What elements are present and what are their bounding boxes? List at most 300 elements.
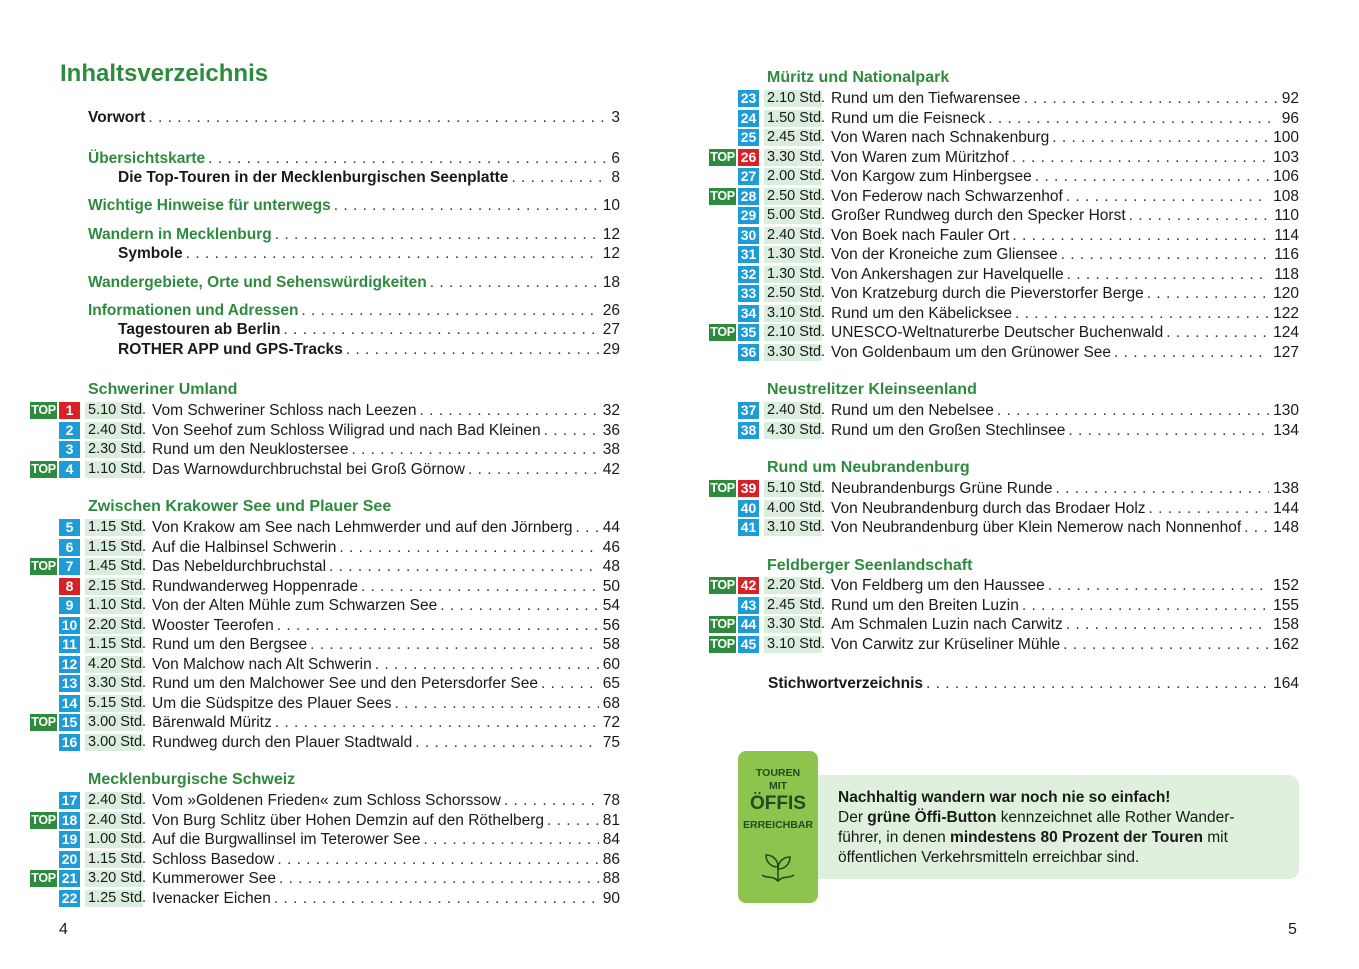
oeffi-line-1 [838, 808, 1293, 828]
tour-duration: 1.15 Std. [85, 851, 143, 868]
tour-row[interactable] [30, 791, 630, 810]
section-heading: Zwischen Krakower See und Plauer See [88, 498, 392, 515]
tour-duration: 3.10 Std. [764, 519, 822, 536]
oeffi-text: führer, in denen [838, 829, 951, 846]
tour-number-badge: 25 [738, 129, 759, 146]
tour-row[interactable] [709, 89, 1309, 108]
intro-row[interactable] [0, 149, 630, 168]
entry-title: Von Ankershagen zur Havelquelle [831, 265, 1064, 283]
tour-number-badge: 29 [738, 207, 759, 224]
entry-title: Rund um den Neuklostersee [152, 441, 349, 458]
dot-leader [361, 577, 599, 596]
toc-entry [118, 168, 620, 187]
tour-row[interactable] [30, 518, 630, 537]
entry-title: Übersichtskarte [88, 150, 206, 167]
entry-title: Symbole [118, 245, 183, 262]
dot-leader [1068, 421, 1269, 440]
tour-row[interactable] [30, 694, 630, 713]
tour-duration: 5.15 Std. [85, 695, 143, 712]
entry-title: Neubrandenburgs Grüne Runde [831, 480, 1053, 497]
entry-page-number: 110 [1274, 207, 1299, 224]
entry-title: Schloss Basedow [152, 850, 275, 868]
tour-duration: 3.30 Std. [85, 675, 143, 692]
tour-number-badge: 16 [59, 734, 80, 751]
entry-title: Von Goldenbaum um den Grünower See [831, 343, 1112, 361]
entry-page-number: 90 [602, 889, 620, 907]
tour-number-badge: 6 [59, 539, 80, 556]
tour-number-badge: 3 [59, 441, 80, 458]
entry-title: ROTHER APP und GPS-Tracks [118, 341, 343, 358]
toc-entry [768, 674, 1299, 693]
dot-leader [1147, 284, 1269, 303]
entry-page-number: 120 [1273, 285, 1299, 302]
toc-entry [831, 265, 1299, 284]
page-number-left: 4 [59, 921, 68, 938]
dot-leader [274, 889, 599, 908]
dot-leader [440, 596, 599, 615]
tour-duration: 3.30 Std. [764, 344, 822, 361]
toc-entry [152, 577, 620, 596]
entry-title: Das Nebeldurchbruchstal [152, 558, 327, 575]
entry-title: Informationen und Adressen [88, 302, 299, 319]
entry-title: Von Neubrandenburg durch das Brodaer Holz [831, 499, 1146, 517]
entry-page-number: 60 [602, 655, 620, 673]
entry-page-number: 50 [602, 577, 620, 595]
oeffi-badge-line1: TOUREN [755, 767, 801, 779]
entry-page-number: 44 [602, 519, 620, 536]
toc-entry [152, 596, 620, 615]
tour-row[interactable] [709, 576, 1309, 595]
top-tour-badge: TOP [710, 325, 735, 339]
top-tour-badge: TOP [710, 481, 735, 495]
toc-entry [152, 616, 620, 635]
entry-title: Tagestouren ab Berlin [118, 321, 281, 338]
toc-entry [152, 830, 620, 849]
tour-row[interactable] [30, 596, 630, 615]
entry-title: Ivenacker Eichen [152, 889, 271, 907]
dot-leader [1149, 499, 1270, 518]
entry-page-number: 75 [602, 733, 620, 751]
entry-title: Wandern in Mecklenburg [88, 226, 272, 243]
tour-duration: 1.30 Std. [764, 266, 822, 283]
entry-title: Rund um den Käbelicksee [831, 304, 1012, 322]
dot-leader [1244, 518, 1269, 537]
tour-row[interactable] [709, 304, 1309, 323]
tour-duration: 3.00 Std. [85, 714, 143, 731]
toc-entry [88, 273, 620, 292]
entry-page-number: 92 [1281, 90, 1299, 107]
dot-leader [547, 811, 599, 830]
tour-number-badge: 24 [738, 110, 759, 127]
intro-row[interactable] [0, 301, 630, 320]
dot-leader [575, 518, 598, 537]
dot-leader [468, 460, 599, 479]
dot-leader [1012, 226, 1270, 245]
tour-row[interactable] [30, 869, 630, 888]
tour-duration: 3.10 Std. [764, 305, 822, 322]
toc-entry [88, 149, 620, 168]
tour-duration: 2.20 Std. [85, 617, 143, 634]
dot-leader [1061, 245, 1271, 264]
intro-row[interactable] [0, 196, 630, 215]
top-tour-badge: TOP [710, 188, 735, 203]
toc-entry [88, 301, 620, 320]
tour-duration: 1.10 Std. [85, 461, 143, 478]
tour-row[interactable] [30, 655, 630, 674]
tour-duration: 1.10 Std. [85, 597, 143, 614]
entry-page-number: 6 [611, 150, 620, 167]
toc-entry [88, 225, 620, 244]
leaf-icon [758, 849, 798, 885]
dot-leader [275, 713, 599, 732]
entry-page-number: 164 [1273, 675, 1299, 692]
entry-title: Von Malchow nach Alt Schwerin [152, 655, 372, 673]
tour-number-badge: 30 [738, 227, 759, 244]
tour-row[interactable] [709, 343, 1309, 362]
dot-leader [284, 320, 599, 339]
dot-leader [277, 850, 598, 869]
top-tour-badge: TOP [31, 559, 56, 573]
tour-row[interactable] [30, 733, 630, 752]
toc-entry [831, 479, 1299, 498]
entry-title: Von Boek nach Fauler Ort [831, 226, 1010, 244]
top-tour-badge: TOP [31, 715, 56, 729]
tour-number-badge: 33 [738, 285, 759, 302]
entry-title: Von Seehof zum Schloss Wiligrad und nach Bad Kleinen [152, 421, 541, 439]
tour-number-badge: 40 [738, 500, 759, 517]
tour-number-badge: 14 [59, 695, 80, 712]
entry-page-number: 12 [602, 245, 620, 262]
entry-title: Das Warnowdurchbruchstal bei Groß Görnow [152, 460, 465, 478]
tour-number-badge: 19 [59, 831, 80, 848]
toc-entry [831, 323, 1299, 342]
dot-leader [301, 301, 598, 320]
tour-duration: 1.30 Std. [764, 246, 822, 263]
tour-duration: 4.20 Std. [85, 656, 143, 673]
entry-title: Kummerower See [152, 870, 277, 887]
dot-leader [275, 225, 599, 244]
entry-title: Am Schmalen Luzin nach Carwitz [831, 616, 1063, 633]
tour-duration: 2.20 Std. [764, 577, 822, 594]
tour-row[interactable] [709, 109, 1309, 128]
entry-page-number: 108 [1273, 187, 1299, 205]
toc-entry [152, 635, 620, 654]
tour-row[interactable] [709, 245, 1309, 264]
entry-page-number: 72 [602, 714, 620, 731]
tour-number-badge: 38 [738, 422, 759, 439]
tour-duration: 2.15 Std. [85, 578, 143, 595]
toc-entry [831, 167, 1299, 186]
entry-title: Wandergebiete, Orte und Sehenswürdigkeiten [88, 274, 427, 291]
dot-leader [424, 830, 599, 849]
entry-title: Von der Kroneiche zum Gliensee [831, 246, 1058, 263]
tour-row[interactable] [709, 284, 1309, 303]
tour-duration: 1.15 Std. [85, 539, 143, 556]
tour-row[interactable] [709, 128, 1309, 147]
entry-page-number: 122 [1273, 304, 1299, 322]
tour-row[interactable] [30, 811, 630, 830]
oeffi-line-2 [838, 828, 1293, 848]
toc-entry [831, 226, 1299, 245]
toc-entry [831, 343, 1299, 362]
toc-entry [152, 401, 620, 420]
toc-entry [831, 187, 1299, 206]
tour-duration: 1.50 Std. [764, 110, 822, 127]
intro-row[interactable] [0, 340, 630, 359]
entry-title: Rundweg durch den Plauer Stadtwald [152, 733, 413, 751]
intro-row[interactable] [0, 168, 630, 187]
entry-title: Von Waren nach Schnakenburg [831, 129, 1050, 146]
tour-number-badge: 15 [59, 714, 80, 731]
intro-row[interactable] [0, 108, 630, 127]
tour-duration: 3.30 Std. [764, 616, 822, 633]
tour-row[interactable] [709, 479, 1309, 498]
oeffi-info-box [818, 775, 1299, 879]
tour-row[interactable] [30, 460, 630, 479]
toc-entry [152, 713, 620, 732]
oeffi-text-bold: grüne Öffi-Button [867, 809, 997, 826]
dot-leader [1035, 167, 1269, 186]
dot-leader [988, 109, 1278, 128]
tour-row[interactable] [709, 518, 1309, 537]
tour-row[interactable] [30, 440, 630, 459]
tour-duration: 2.30 Std. [85, 441, 143, 458]
oeffi-text: kennzeichnet alle Rother Wander- [996, 809, 1235, 826]
entry-page-number: 58 [602, 636, 620, 653]
tour-row[interactable] [709, 167, 1309, 186]
toc-entry [831, 635, 1299, 654]
tour-row[interactable] [30, 616, 630, 635]
section-heading: Feldberger Seenlandschaft [767, 557, 973, 574]
entry-page-number: 138 [1273, 480, 1299, 497]
toc-entry [831, 576, 1299, 595]
entry-title: Von Feldberg um den Haussee [831, 577, 1045, 594]
entry-page-number: 78 [602, 792, 620, 809]
tour-row[interactable] [709, 148, 1309, 167]
entry-page-number: 18 [602, 274, 620, 291]
tour-number-badge: 43 [738, 597, 759, 614]
tour-duration: 1.15 Std. [85, 636, 143, 653]
top-tour-badge: TOP [31, 403, 56, 417]
tour-duration: 1.00 Std. [85, 831, 143, 848]
dot-leader [1114, 343, 1269, 362]
top-tour-badge: TOP [31, 871, 56, 885]
tour-row[interactable] [30, 538, 630, 557]
entry-title: Von Waren zum Müritzhof [831, 148, 1009, 166]
toc-entry [152, 518, 620, 537]
dot-leader [511, 168, 607, 187]
tour-number-badge: 18 [59, 812, 80, 829]
oeffi-badge-line3: ÖFFIS [750, 793, 806, 814]
tour-row[interactable] [30, 557, 630, 576]
tour-duration: 2.50 Std. [764, 285, 822, 302]
intro-row[interactable] [0, 320, 630, 339]
tour-row[interactable] [709, 596, 1309, 615]
dot-leader [1048, 576, 1269, 595]
toc-entry [831, 109, 1299, 128]
entry-page-number: 134 [1273, 421, 1299, 439]
tour-duration: 1.15 Std. [85, 519, 143, 536]
oeffi-badge [738, 751, 818, 903]
tour-row[interactable] [709, 187, 1309, 206]
entry-page-number: 103 [1273, 148, 1299, 166]
tour-number-badge: 37 [738, 402, 759, 419]
tour-row[interactable] [30, 850, 630, 869]
dot-leader [346, 340, 599, 359]
tour-number-badge: 42 [738, 577, 759, 594]
tour-row[interactable] [30, 577, 630, 596]
entry-title: Vom »Goldenen Frieden« zum Schloss Schorssow [152, 792, 501, 809]
dot-leader [1166, 323, 1269, 342]
tour-number-badge: 5 [59, 519, 80, 536]
section-heading: Mecklenburgische Schweiz [88, 771, 296, 788]
top-tour-badge: TOP [710, 578, 735, 592]
tour-row[interactable] [709, 401, 1309, 420]
entry-page-number: 144 [1273, 499, 1299, 517]
entry-page-number: 96 [1281, 109, 1299, 127]
tour-duration: 2.45 Std. [764, 129, 822, 146]
dot-leader [420, 401, 599, 420]
dot-leader [339, 538, 598, 557]
entry-page-number: 56 [602, 616, 620, 634]
entry-title: Wooster Teerofen [152, 616, 274, 634]
dot-leader [277, 616, 599, 635]
top-tour-badge: TOP [710, 636, 735, 651]
entry-page-number: 54 [602, 597, 620, 614]
intro-row[interactable] [0, 273, 630, 292]
entry-title: Um die Südspitze des Plauer Sees [152, 694, 392, 712]
tour-number-badge: 8 [59, 578, 80, 595]
entry-page-number: 114 [1274, 226, 1299, 244]
entry-page-number: 100 [1273, 129, 1299, 146]
top-tour-badge: TOP [710, 149, 735, 164]
entry-title: Vom Schweriner Schloss nach Leezen [152, 402, 417, 419]
entry-title: Von Burg Schlitz über Hohen Demzin auf den Röthelberg [152, 811, 545, 829]
tour-row[interactable] [709, 615, 1309, 634]
tour-row[interactable] [30, 713, 630, 732]
tour-row[interactable] [30, 635, 630, 654]
entry-title: UNESCO-Weltnaturerbe Deutscher Buchenwald [831, 324, 1164, 341]
tour-number-badge: 44 [738, 616, 759, 633]
toc-entry [831, 206, 1299, 225]
toc-entry [152, 811, 620, 830]
tour-row[interactable] [709, 226, 1309, 245]
dot-leader [208, 149, 607, 168]
tour-row[interactable] [30, 401, 630, 420]
tour-row[interactable] [30, 830, 630, 849]
entry-title: Von Kratzeburg durch die Pieverstorfer Berge [831, 285, 1144, 302]
tour-number-badge: 35 [738, 324, 759, 341]
tour-duration: 1.45 Std. [85, 558, 143, 575]
tour-row[interactable] [709, 421, 1309, 440]
top-tour-badge: TOP [31, 812, 56, 827]
tour-row[interactable] [709, 635, 1309, 654]
tour-number-badge: 31 [738, 246, 759, 263]
tour-row[interactable] [709, 265, 1309, 284]
tour-row[interactable] [709, 499, 1309, 518]
oeffi-line-3: öffentlichen Verkehrsmitteln erreichbar sind. [838, 849, 1140, 866]
dot-leader [997, 401, 1269, 420]
tour-row[interactable] [709, 323, 1309, 342]
tour-number-badge: 39 [738, 480, 759, 497]
dot-leader [1129, 206, 1271, 225]
tour-number-badge: 34 [738, 305, 759, 322]
toc-entry [831, 615, 1299, 634]
dot-leader [334, 196, 599, 215]
tour-duration: 5.10 Std. [764, 480, 822, 497]
dot-leader [1024, 89, 1278, 108]
entry-page-number: 148 [1273, 519, 1299, 536]
tour-duration: 3.10 Std. [764, 636, 822, 653]
entry-page-number: 38 [602, 441, 620, 458]
tour-duration: 2.40 Std. [85, 792, 143, 809]
index-row[interactable] [0, 674, 1305, 693]
entry-title: Von Federow nach Schwarzenhof [831, 187, 1063, 205]
tour-row[interactable] [30, 421, 630, 440]
tour-number-badge: 7 [59, 558, 80, 575]
toc-entry [831, 401, 1299, 420]
entry-title: Stichwortverzeichnis [768, 675, 924, 692]
toc-entry [88, 108, 620, 127]
tour-duration: 1.25 Std. [85, 890, 143, 907]
toc-entry [152, 850, 620, 869]
toc-entry [152, 889, 620, 908]
dot-leader [926, 674, 1269, 693]
oeffi-text: Der [838, 809, 868, 826]
tour-row[interactable] [709, 206, 1309, 225]
dot-leader [1022, 596, 1269, 615]
entry-title: Auf die Halbinsel Schwerin [152, 538, 337, 556]
toc-entry [152, 557, 620, 576]
page-number-right: 5 [1288, 921, 1297, 938]
dot-leader [1066, 615, 1269, 634]
dot-leader [186, 244, 599, 263]
section-heading: Rund um Neubrandenburg [767, 459, 970, 476]
entry-page-number: 10 [602, 197, 620, 214]
entry-page-number: 48 [602, 558, 620, 575]
tour-number-badge: 23 [738, 90, 759, 107]
tour-row[interactable] [30, 889, 630, 908]
entry-title: Von der Alten Mühle zum Schwarzen See [152, 597, 438, 614]
tour-number-badge: 13 [59, 675, 80, 692]
toc-entry [831, 304, 1299, 323]
entry-page-number: 106 [1273, 168, 1299, 185]
entry-title: Wichtige Hinweise für unterwegs [88, 197, 331, 214]
tour-duration: 2.10 Std. [764, 90, 822, 107]
dot-leader [415, 733, 599, 752]
tour-number-badge: 21 [59, 870, 80, 887]
dot-leader [1066, 187, 1269, 206]
toc-entry [152, 421, 620, 440]
intro-row[interactable] [0, 225, 630, 244]
dot-leader [430, 273, 599, 292]
tour-number-badge: 11 [59, 636, 80, 653]
tour-duration: 2.10 Std. [764, 324, 822, 341]
tour-duration: 2.40 Std. [85, 812, 143, 829]
toc-entry [152, 869, 620, 888]
section-heading: Müritz und Nationalpark [767, 69, 950, 86]
entry-page-number: 116 [1274, 246, 1299, 263]
tour-number-badge: 10 [59, 617, 80, 634]
intro-row[interactable] [0, 244, 630, 263]
toc-entry [831, 596, 1299, 615]
tour-duration: 2.40 Std. [85, 422, 143, 439]
toc-entry [831, 421, 1299, 440]
toc-entry [152, 694, 620, 713]
toc-entry [831, 245, 1299, 264]
dot-leader [329, 557, 599, 576]
entry-page-number: 81 [602, 811, 620, 829]
